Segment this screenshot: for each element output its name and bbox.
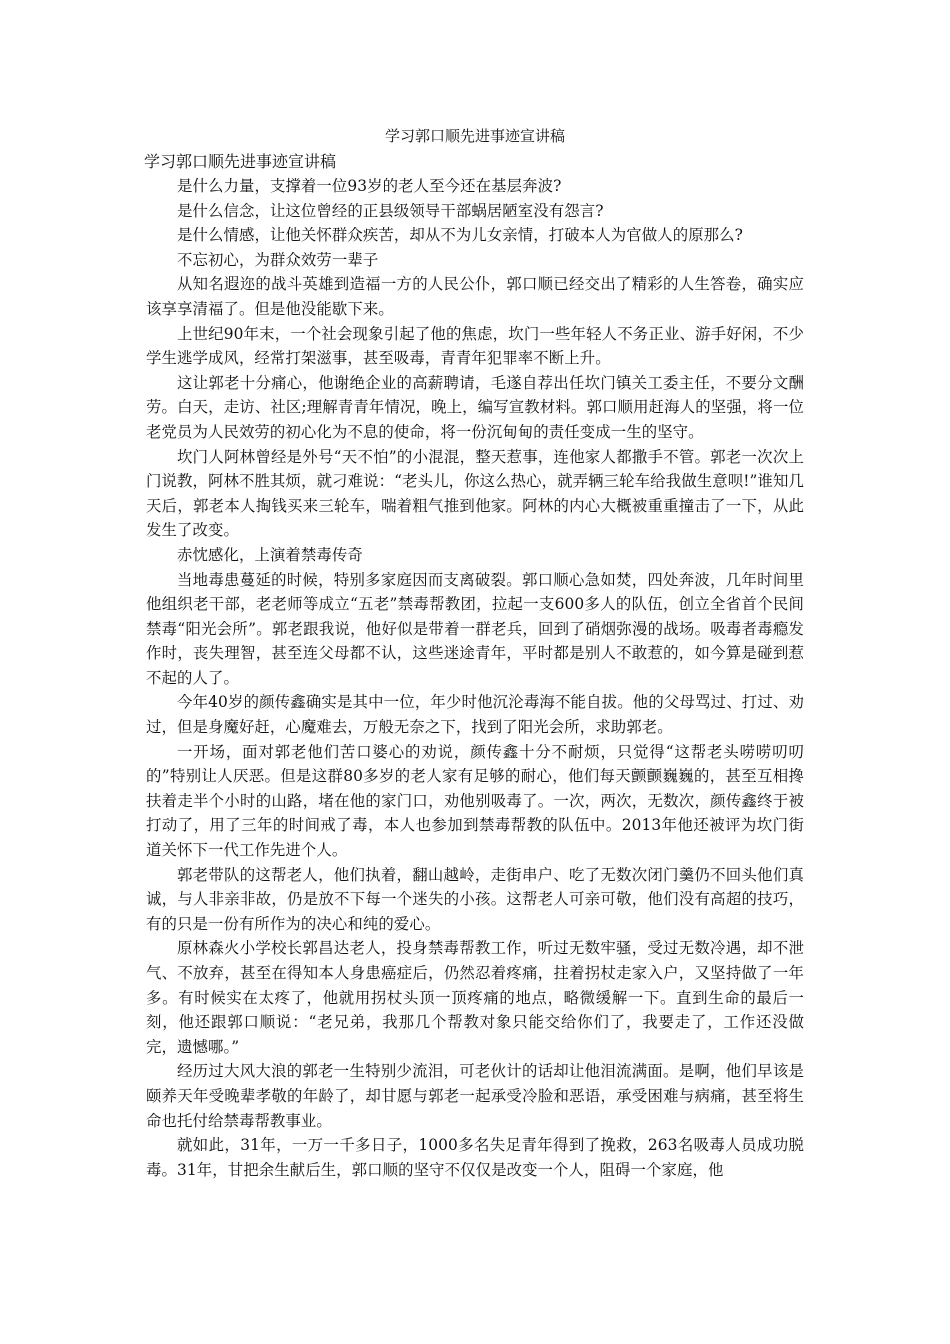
paragraph: 坎门人阿林曾经是外号“天不怕”的小混混，整天惹事，连他家人都撒手不管。郭老一次次上门说教，阿林不胜其烦，就刁难说：“老头儿，你这么热心，就弄辆三轮车给我做生意呗!”谁知几天后，郭老本人掏钱买来三轮车，喘着粗气推到他家。阿林的内心大概被重重撞击了一下，从此发生了改变。 (146, 447, 804, 540)
paragraph: 是什么信念，让这位曾经的正县级领导干部蜗居陋室没有怨言? (177, 201, 604, 220)
section-heading: 赤忱感化，上演着禁毒传奇 (177, 545, 363, 564)
paragraph: 上世纪90年末，一个社会现象引起了他的焦虑，坎门一些年轻人不务正业、游手好闲，不少学生逃学成风，经常打架滋事，甚至吸毒，青青年犯罪率不断上升。 (146, 324, 804, 368)
paragraph: 这让郭老十分痛心，他谢绝企业的高薪聘请，毛遂自荐出任坎门镇关工委主任，不要分文酬劳。白天，走访、社区;理解青青年情况，晚上，编写宣教材料。郭口顺用赶海人的坚强，将一位老党员为人民效劳的初心化为不息的使命，将一份沉甸甸的责任变成一生的坚守。 (146, 373, 804, 441)
document-page (146, 124, 804, 1182)
document-subtitle: 学习郭口顺先进事迹宣讲稿 (144, 152, 337, 171)
section-heading: 不忘初心，为群众效劳一辈子 (177, 250, 379, 269)
document-title: 学习郭口顺先进事迹宣讲稿 (384, 127, 565, 145)
paragraph: 一开场，面对郭老他们苦口婆心的劝说，颜传鑫十分不耐烦，只觉得“这帮老头唠唠叨叨的”特别让人厌恶。但是这群80多岁的老人家有足够的耐心，他们每天颤颤巍巍的，甚至互相搀扶着走半个小时的山路，堵在他的家门口，劝他别吸毒了。一次，两次，无数次，颜传鑫终于被打动了，用了三年的时间戒了毒，本人也参加到禁毒帮教的队伍中。2013年他还被评为坎门街道关怀下一代工作先进个人。 (146, 742, 804, 860)
paragraph: 今年40岁的颜传鑫确实是其中一位，年少时他沉沦毒海不能自拔。他的父母骂过、打过、劝过，但是身魔好赶，心魔难去，万般无奈之下，找到了阳光会所，求助郭老。 (146, 693, 804, 737)
paragraph: 就如此，31年，一万一千多日子，1000多名失足青年得到了挽救，263名吸毒人员成功脱毒。31年，甘把余生献后生，郭口顺的坚守不仅仅是改变一个人，阻碍一个家庭，他 (146, 1136, 804, 1179)
paragraph: 是什么情感，让他关怀群众疾苦，却从不为儿女亲情，打破本人为官做人的原那么? (177, 226, 744, 245)
paragraph: 郭老带队的这帮老人，他们执着，翻山越岭，走街串户、吃了无数次闭门羹仍不回头他们真诚，与人非亲非故，仍是放不下每一个迷失的小孩。这帮老人可亲可敬，他们没有高超的技巧，有的只是一份有所作为的决心和纯的爱心。 (146, 865, 804, 933)
paragraph: 当地毒患蔓延的时候，特别多家庭因而支离破裂。郭口顺心急如焚，四处奔波，几年时间里他组织老干部，老老师等成立“五老”禁毒帮教团，拉起一支600多人的队伍，创立全省首个民间禁毒“阳光会所”。郭老跟我说，他好似是带着一群老兵，回到了硝烟弥漫的战场。吸毒者毒瘾发作时，丧失理智，甚至连父母都不认，这些迷途青年，平时都是别人不敢惹的，如今算是碰到惹不起的人了。 (146, 570, 804, 687)
paragraph: 原林森火小学校长郭昌达老人，投身禁毒帮教工作，听过无数牢骚，受过无数冷遇，却不泄气、不放弃，甚至在得知本人身患癌症后，仍然忍着疼痛，拄着拐杖走家入户，又坚持做了一年多。有时候实在太疼了，他就用拐杖头顶一顶疼痛的地点，略微缓解一下。直到生命的最后一刻，他还跟郭口顺说：“老兄弟，我那几个帮教对象只能交给你们了，我要走了，工作还没做完，遗憾哪。” (146, 939, 804, 1056)
paragraph: 从知名遐迩的战斗英雄到造福一方的人民公仆，郭口顺已经交出了精彩的人生答卷，确实应该享享清福了。但是他没能歇下来。 (146, 275, 804, 318)
paragraph: 是什么力量，支撑着一位93岁的老人至今还在基层奔波? (177, 177, 562, 195)
paragraph: 经历过大风大浪的郭老一生特别少流泪，可老伙计的话却让他泪流满面。是啊，他们早该是颐养天年受晚辈孝敬的年龄了，却甘愿与郭老一起承受冷脸和恶语，承受困难与病痛，甚至将生命也托付给禁毒帮教事业。 (146, 1062, 804, 1130)
